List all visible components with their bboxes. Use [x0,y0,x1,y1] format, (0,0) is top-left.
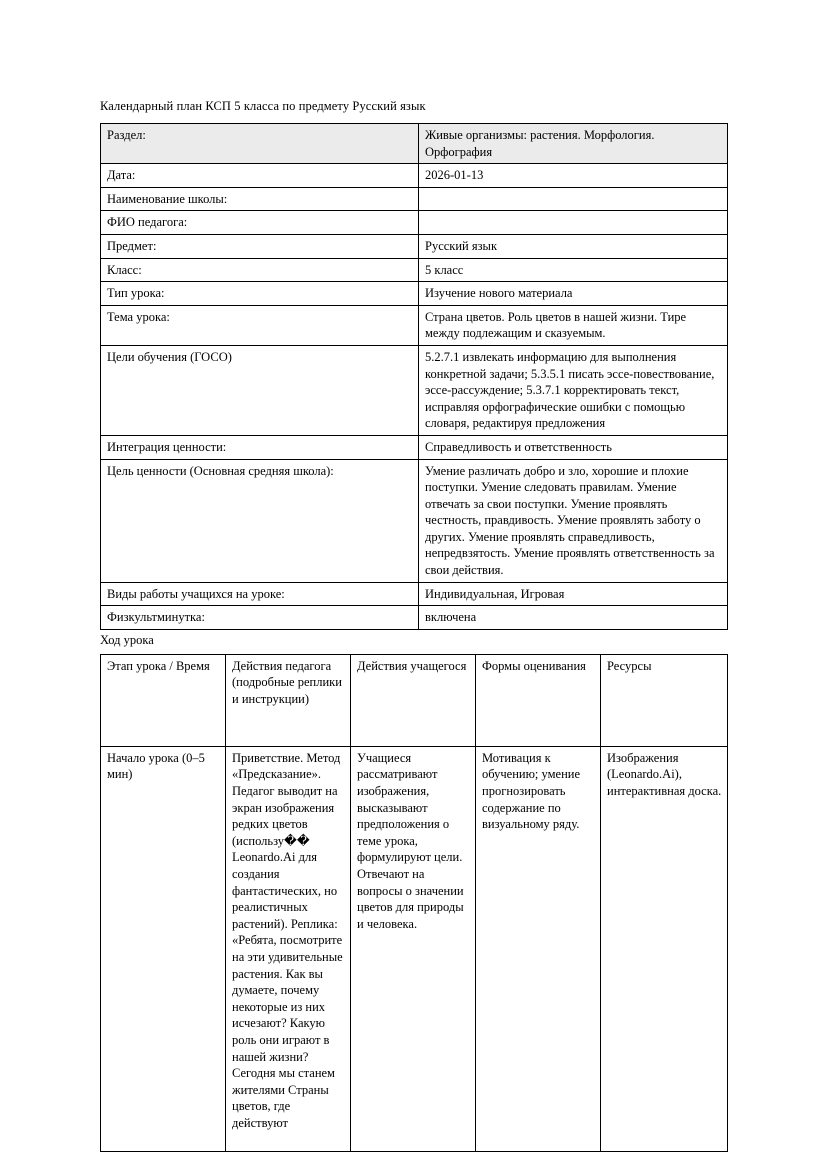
cell-teacher-actions [226,746,351,1151]
table-row [101,234,728,258]
info-label: Наименование школы: [101,187,419,211]
info-value: Индивидуальная, Игровая [419,582,728,606]
table-row [101,282,728,306]
table-row [101,459,728,582]
info-value [419,211,728,235]
table-row [101,606,728,630]
table-row [101,746,728,1151]
info-label: Тема урока: [101,305,419,345]
info-value: Русский язык [419,234,728,258]
table-row [101,164,728,188]
info-label: Предмет: [101,234,419,258]
lesson-flow-table [100,654,728,1152]
table-row [101,258,728,282]
table-row [101,124,728,164]
cell-resources-text: Изображения (Leonardo.Ai), интерактивная доска. [607,750,722,799]
info-label: Интеграция ценности: [101,435,419,459]
info-value: 2026-01-13 [419,164,728,188]
info-label: Раздел: [101,124,419,164]
info-value: 5.2.7.1 извлекать информацию для выполнения конкретной задачи; 5.3.5.1 писать эссе-повествование, эссе-рассуждение; 5.3.7.1 корректировать текст, исправляя орфографические ошибки с помощью словаря, редактируя предложения [419,345,728,435]
column-header-teacher-actions: Действия педагога (подробные реплики и инструкции) [226,654,351,746]
lesson-info-table [100,123,728,630]
column-header-resources: Ресурсы [601,654,728,746]
lesson-info-body [101,124,728,630]
lesson-flow-body [101,746,728,1151]
cell-stage [101,746,226,1151]
info-label: Цель ценности (Основная средняя школа): [101,459,419,582]
page-content [100,98,727,1152]
cell-stage-text: Начало урока (0–5 мин) [107,750,205,782]
column-header-assessment: Формы оценивания [476,654,601,746]
cell-student-actions [351,746,476,1151]
cell-teacher-actions-text: Приветствие. Метод «Предсказание». Педагог выводит на экран изображения редких цветов (использу�� Leonardo.Ai для создания фантастических, но реалистичных растений). Реплика: «Ребята, посмотрите на эти удивительные растения. Как вы думаете, почему некоторые из них исчезают? Какую роль они играют в нашей жизни? Сегодня мы станем жителями Страны цветов, где действуют [232,750,343,1130]
page-title: Календарный план КСП 5 класса по предмету Русский язык [100,99,426,113]
info-label: Тип урока: [101,282,419,306]
info-value: Страна цветов. Роль цветов в нашей жизни. Тире между подлежащим и сказуемым. [419,305,728,345]
info-label: Дата: [101,164,419,188]
table-row [101,211,728,235]
table-row [101,582,728,606]
cell-assessment-text: Мотивация к обучению; умение прогнозировать содержание по визуальному ряду. [482,750,581,832]
info-label: Цели обучения (ГОСО) [101,345,419,435]
table-header-row [101,654,728,746]
table-row [101,305,728,345]
info-value: Изучение нового материала [419,282,728,306]
lesson-flow-head [101,654,728,746]
info-label: Физкультминутка: [101,606,419,630]
table-row [101,345,728,435]
info-value: Умение различать добро и зло, хорошие и плохие поступки. Умение следовать правилам. Умение отвечать за свои поступки. Умение проявлять честность, правдивость. Умение проявлять заботу о других. Умение проявлять справедливость, непредвзятость. Умение проявлять ответственность за свои действия. [419,459,728,582]
info-value: Живые организмы: растения. Морфология. Орфография [419,124,728,164]
info-value [419,187,728,211]
info-value: 5 класс [419,258,728,282]
table-row [101,435,728,459]
column-header-student-actions: Действия учащегося [351,654,476,746]
column-header-stage: Этап урока / Время [101,654,226,746]
table-row [101,187,728,211]
info-value: включена [419,606,728,630]
lesson-flow-heading: Ход урока [100,632,154,647]
info-value: Справедливость и ответственность [419,435,728,459]
cell-resources [601,746,728,1151]
cell-assessment [476,746,601,1151]
info-label: ФИО педагога: [101,211,419,235]
cell-student-actions-text: Учащиеся рассматривают изображения, высказывают предположения о теме урока, формулируют цели. Отвечают на вопросы о значении цветов для природы и человека. [357,750,464,931]
info-label: Класс: [101,258,419,282]
info-label: Виды работы учащихся на уроке: [101,582,419,606]
